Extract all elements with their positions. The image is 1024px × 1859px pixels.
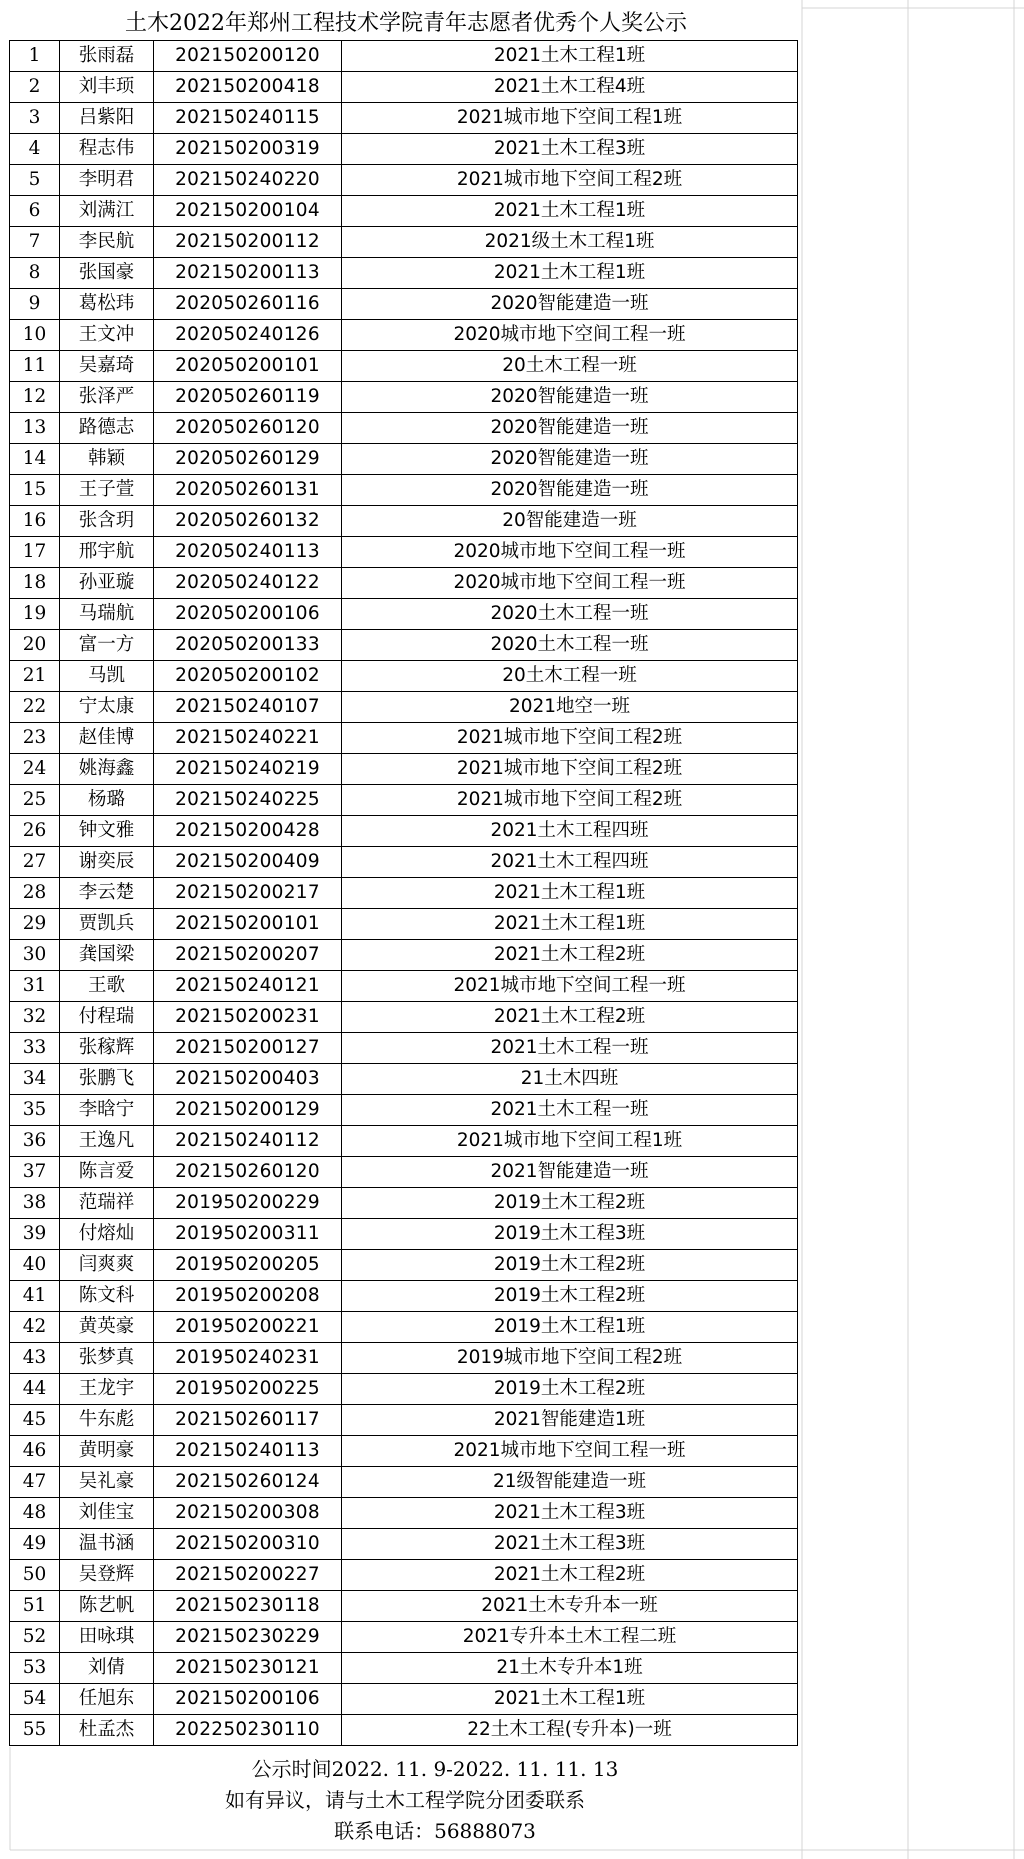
row-number: 42 <box>10 1312 60 1343</box>
student-name: 张泽严 <box>60 382 154 413</box>
student-id: 202150200403 <box>154 1064 342 1095</box>
student-name: 邢宇航 <box>60 537 154 568</box>
class-name: 2021智能建造一班 <box>342 1157 798 1188</box>
table-row <box>10 1653 798 1684</box>
student-id: 202150200127 <box>154 1033 342 1064</box>
student-name: 张鹏飞 <box>60 1064 154 1095</box>
row-number: 26 <box>10 816 60 847</box>
row-number: 49 <box>10 1529 60 1560</box>
student-id: 202050200101 <box>154 351 342 382</box>
student-name: 李明君 <box>60 165 154 196</box>
table-row <box>10 1560 798 1591</box>
class-name: 2020智能建造一班 <box>342 289 798 320</box>
student-id: 202150200104 <box>154 196 342 227</box>
student-id: 202050260129 <box>154 444 342 475</box>
row-number: 31 <box>10 971 60 1002</box>
table-row <box>10 1312 798 1343</box>
student-name: 田咏琪 <box>60 1622 154 1653</box>
student-id: 201950200311 <box>154 1219 342 1250</box>
student-id: 202150200120 <box>154 41 342 72</box>
table-row <box>10 909 798 940</box>
table-row <box>10 754 798 785</box>
table-row <box>10 568 798 599</box>
student-id: 202150200129 <box>154 1095 342 1126</box>
row-number: 24 <box>10 754 60 785</box>
class-name: 2021城市地下空间工程1班 <box>342 1126 798 1157</box>
notice-period: 公示时间2022. 11. 9-2022. 11. 11. 13 <box>251 1757 619 1781</box>
student-id: 202050260131 <box>154 475 342 506</box>
table-row <box>10 630 798 661</box>
class-name: 2021土木工程3班 <box>342 1498 798 1529</box>
student-id: 202150200207 <box>154 940 342 971</box>
student-id: 202050240126 <box>154 320 342 351</box>
student-id: 202050200102 <box>154 661 342 692</box>
table-row <box>10 413 798 444</box>
row-number: 43 <box>10 1343 60 1374</box>
row-number: 5 <box>10 165 60 196</box>
table-row <box>10 785 798 816</box>
class-name: 21土木四班 <box>342 1064 798 1095</box>
student-name: 刘满江 <box>60 196 154 227</box>
student-id: 202150240219 <box>154 754 342 785</box>
table-row <box>10 1622 798 1653</box>
row-number: 40 <box>10 1250 60 1281</box>
row-number: 55 <box>10 1715 60 1746</box>
class-name: 2021城市地下空间工程2班 <box>342 723 798 754</box>
table-row <box>10 1715 798 1746</box>
table-row <box>10 1467 798 1498</box>
class-name: 2019土木工程2班 <box>342 1374 798 1405</box>
student-name: 温书涵 <box>60 1529 154 1560</box>
student-name: 王龙宇 <box>60 1374 154 1405</box>
table-row <box>10 971 798 1002</box>
student-id: 202050260116 <box>154 289 342 320</box>
row-number: 11 <box>10 351 60 382</box>
table-row <box>10 1250 798 1281</box>
student-name: 龚国梁 <box>60 940 154 971</box>
table-row <box>10 1498 798 1529</box>
student-name: 王逸凡 <box>60 1126 154 1157</box>
table-row <box>10 134 798 165</box>
class-name: 2019土木工程2班 <box>342 1188 798 1219</box>
class-name: 2021城市地下空间工程2班 <box>342 754 798 785</box>
student-name: 李云楚 <box>60 878 154 909</box>
table-row <box>10 537 798 568</box>
class-name: 2020智能建造一班 <box>342 444 798 475</box>
class-name: 2020智能建造一班 <box>342 475 798 506</box>
row-number: 52 <box>10 1622 60 1653</box>
row-number: 33 <box>10 1033 60 1064</box>
row-number: 29 <box>10 909 60 940</box>
class-name: 2019城市地下空间工程2班 <box>342 1343 798 1374</box>
class-name: 2021城市地下空间工程一班 <box>342 1436 798 1467</box>
row-number: 20 <box>10 630 60 661</box>
student-id: 202150240113 <box>154 1436 342 1467</box>
student-name: 杜孟杰 <box>60 1715 154 1746</box>
class-name: 2020城市地下空间工程一班 <box>342 537 798 568</box>
row-number: 15 <box>10 475 60 506</box>
table-row <box>10 1529 798 1560</box>
student-name: 陈言爱 <box>60 1157 154 1188</box>
student-id: 202150200418 <box>154 72 342 103</box>
student-name: 刘丰顼 <box>60 72 154 103</box>
class-name: 2021土木工程2班 <box>342 1560 798 1591</box>
student-name: 韩颖 <box>60 444 154 475</box>
row-number: 38 <box>10 1188 60 1219</box>
row-number: 36 <box>10 1126 60 1157</box>
row-number: 23 <box>10 723 60 754</box>
row-number: 22 <box>10 692 60 723</box>
table-row <box>10 444 798 475</box>
row-number: 16 <box>10 506 60 537</box>
table-row <box>10 351 798 382</box>
table-row <box>10 692 798 723</box>
student-id: 202150230118 <box>154 1591 342 1622</box>
class-name: 2021城市地下空间工程1班 <box>342 103 798 134</box>
student-id: 202150240107 <box>154 692 342 723</box>
class-name: 2021土木工程3班 <box>342 134 798 165</box>
student-id: 201950200225 <box>154 1374 342 1405</box>
table-row <box>10 940 798 971</box>
class-name: 2021城市地下空间工程2班 <box>342 785 798 816</box>
student-name: 陈艺帆 <box>60 1591 154 1622</box>
row-number: 51 <box>10 1591 60 1622</box>
row-number: 41 <box>10 1281 60 1312</box>
student-name: 孙亚璇 <box>60 568 154 599</box>
table-row <box>10 816 798 847</box>
class-name: 2020土木工程一班 <box>342 599 798 630</box>
row-number: 19 <box>10 599 60 630</box>
row-number: 48 <box>10 1498 60 1529</box>
notice-footer <box>9 1754 801 1847</box>
student-name: 吴礼豪 <box>60 1467 154 1498</box>
class-name: 2019土木工程2班 <box>342 1250 798 1281</box>
row-number: 21 <box>10 661 60 692</box>
student-name: 马瑞航 <box>60 599 154 630</box>
row-number: 53 <box>10 1653 60 1684</box>
student-id: 202150200101 <box>154 909 342 940</box>
class-name: 2021土木工程1班 <box>342 909 798 940</box>
student-name: 李晗宁 <box>60 1095 154 1126</box>
class-name: 2021土木工程2班 <box>342 1002 798 1033</box>
row-number: 32 <box>10 1002 60 1033</box>
row-number: 28 <box>10 878 60 909</box>
row-number: 27 <box>10 847 60 878</box>
class-name: 20土木工程一班 <box>342 351 798 382</box>
row-number: 14 <box>10 444 60 475</box>
row-number: 35 <box>10 1095 60 1126</box>
row-number: 18 <box>10 568 60 599</box>
class-name: 2020城市地下空间工程一班 <box>342 320 798 351</box>
class-name: 2019土木工程3班 <box>342 1219 798 1250</box>
student-name: 路德志 <box>60 413 154 444</box>
table-row <box>10 723 798 754</box>
student-name: 程志伟 <box>60 134 154 165</box>
class-name: 2021地空一班 <box>342 692 798 723</box>
student-id: 202150200217 <box>154 878 342 909</box>
student-id: 202150200319 <box>154 134 342 165</box>
student-id: 202150200112 <box>154 227 342 258</box>
student-name: 张含玥 <box>60 506 154 537</box>
table-row <box>10 41 798 72</box>
student-name: 张稼辉 <box>60 1033 154 1064</box>
table-row <box>10 475 798 506</box>
row-number: 39 <box>10 1219 60 1250</box>
row-number: 45 <box>10 1405 60 1436</box>
class-name: 2020智能建造一班 <box>342 382 798 413</box>
class-name: 2021专升本土木工程二班 <box>342 1622 798 1653</box>
student-name: 刘佳宝 <box>60 1498 154 1529</box>
class-name: 20智能建造一班 <box>342 506 798 537</box>
row-number: 46 <box>10 1436 60 1467</box>
student-id: 202150260117 <box>154 1405 342 1436</box>
class-name: 2021城市地下空间工程一班 <box>342 971 798 1002</box>
student-id: 202050260132 <box>154 506 342 537</box>
student-name: 张梦真 <box>60 1343 154 1374</box>
student-id: 202150240115 <box>154 103 342 134</box>
class-name: 2021土木工程2班 <box>342 940 798 971</box>
table-row <box>10 1033 798 1064</box>
student-id: 202150200227 <box>154 1560 342 1591</box>
notice-phone: 联系电话：56888073 <box>334 1819 536 1843</box>
student-id: 202050200106 <box>154 599 342 630</box>
student-name: 葛松玮 <box>60 289 154 320</box>
class-name: 2021城市地下空间工程2班 <box>342 165 798 196</box>
table-row <box>10 165 798 196</box>
table-row <box>10 1591 798 1622</box>
row-number: 44 <box>10 1374 60 1405</box>
student-name: 姚海鑫 <box>60 754 154 785</box>
student-name: 范瑞祥 <box>60 1188 154 1219</box>
class-name: 2021土木工程1班 <box>342 258 798 289</box>
student-name: 任旭东 <box>60 1684 154 1715</box>
class-name: 2021土木工程4班 <box>342 72 798 103</box>
student-id: 202150240121 <box>154 971 342 1002</box>
class-name: 2020土木工程一班 <box>342 630 798 661</box>
class-name: 2021土木工程1班 <box>342 41 798 72</box>
table-row <box>10 1064 798 1095</box>
row-number: 9 <box>10 289 60 320</box>
student-name: 赵佳博 <box>60 723 154 754</box>
student-name: 王文冲 <box>60 320 154 351</box>
row-number: 4 <box>10 134 60 165</box>
table-row <box>10 1684 798 1715</box>
table-row <box>10 1343 798 1374</box>
class-name: 2021土木工程一班 <box>342 1095 798 1126</box>
student-id: 202050240113 <box>154 537 342 568</box>
student-id: 202050200133 <box>154 630 342 661</box>
student-id: 201950200229 <box>154 1188 342 1219</box>
row-number: 2 <box>10 72 60 103</box>
student-id: 202050260120 <box>154 413 342 444</box>
row-number: 12 <box>10 382 60 413</box>
table-row <box>10 1374 798 1405</box>
table-row <box>10 599 798 630</box>
student-name: 李民航 <box>60 227 154 258</box>
student-id: 201950200221 <box>154 1312 342 1343</box>
student-id: 202050260119 <box>154 382 342 413</box>
table-row <box>10 289 798 320</box>
table-row <box>10 1188 798 1219</box>
class-name: 2021土木工程3班 <box>342 1529 798 1560</box>
award-table-body <box>10 41 798 1746</box>
row-number: 7 <box>10 227 60 258</box>
page-title: 土木2022年郑州工程技术学院青年志愿者优秀个人奖公示 <box>125 11 687 36</box>
table-row <box>10 320 798 351</box>
row-number: 50 <box>10 1560 60 1591</box>
table-row <box>10 506 798 537</box>
student-name: 谢奕辰 <box>60 847 154 878</box>
row-number: 54 <box>10 1684 60 1715</box>
table-row <box>10 847 798 878</box>
row-number: 34 <box>10 1064 60 1095</box>
student-id: 202150240220 <box>154 165 342 196</box>
student-id: 201950200208 <box>154 1281 342 1312</box>
table-row <box>10 1405 798 1436</box>
row-number: 37 <box>10 1157 60 1188</box>
class-name: 2019土木工程1班 <box>342 1312 798 1343</box>
table-row <box>10 1219 798 1250</box>
student-name: 陈文科 <box>60 1281 154 1312</box>
table-row <box>10 258 798 289</box>
student-id: 201950200205 <box>154 1250 342 1281</box>
student-id: 202150200308 <box>154 1498 342 1529</box>
class-name: 21土木专升本1班 <box>342 1653 798 1684</box>
row-number: 3 <box>10 103 60 134</box>
class-name: 22土木工程(专升本)一班 <box>342 1715 798 1746</box>
award-table <box>9 40 798 1746</box>
student-name: 吕紫阳 <box>60 103 154 134</box>
table-row <box>10 1002 798 1033</box>
student-name: 张国豪 <box>60 258 154 289</box>
class-name: 2020城市地下空间工程一班 <box>342 568 798 599</box>
row-number: 1 <box>10 41 60 72</box>
table-row <box>10 196 798 227</box>
class-name: 2021土木专升本一班 <box>342 1591 798 1622</box>
table-row <box>10 878 798 909</box>
table-row <box>10 103 798 134</box>
class-name: 2021智能建造1班 <box>342 1405 798 1436</box>
student-name: 王子萱 <box>60 475 154 506</box>
student-name: 牛东彪 <box>60 1405 154 1436</box>
student-name: 王歌 <box>60 971 154 1002</box>
student-id: 202150230121 <box>154 1653 342 1684</box>
class-name: 2021土木工程1班 <box>342 878 798 909</box>
student-id: 202150260120 <box>154 1157 342 1188</box>
student-name: 富一方 <box>60 630 154 661</box>
table-row <box>10 1095 798 1126</box>
table-row <box>10 382 798 413</box>
class-name: 20土木工程一班 <box>342 661 798 692</box>
student-name: 吴登辉 <box>60 1560 154 1591</box>
student-id: 202150200409 <box>154 847 342 878</box>
class-name: 2020智能建造一班 <box>342 413 798 444</box>
student-id: 202150200106 <box>154 1684 342 1715</box>
student-name: 宁太康 <box>60 692 154 723</box>
student-name: 钟文雅 <box>60 816 154 847</box>
row-number: 8 <box>10 258 60 289</box>
row-number: 17 <box>10 537 60 568</box>
class-name: 2021土木工程一班 <box>342 1033 798 1064</box>
table-row <box>10 1281 798 1312</box>
table-row <box>10 1126 798 1157</box>
student-name: 马凯 <box>60 661 154 692</box>
student-name: 付程瑞 <box>60 1002 154 1033</box>
student-name: 张雨磊 <box>60 41 154 72</box>
student-name: 吴嘉琦 <box>60 351 154 382</box>
row-number: 47 <box>10 1467 60 1498</box>
table-row <box>10 1157 798 1188</box>
table-row <box>10 72 798 103</box>
student-id: 202150200428 <box>154 816 342 847</box>
row-number: 6 <box>10 196 60 227</box>
student-id: 202150200113 <box>154 258 342 289</box>
student-id: 202150200310 <box>154 1529 342 1560</box>
class-name: 2021土木工程1班 <box>342 196 798 227</box>
student-id: 202150240112 <box>154 1126 342 1157</box>
student-id: 202150200231 <box>154 1002 342 1033</box>
class-name: 2021土木工程1班 <box>342 1684 798 1715</box>
student-name: 黄英豪 <box>60 1312 154 1343</box>
student-name: 黄明豪 <box>60 1436 154 1467</box>
student-name: 贾凯兵 <box>60 909 154 940</box>
student-name: 闫爽爽 <box>60 1250 154 1281</box>
row-number: 13 <box>10 413 60 444</box>
student-name: 刘倩 <box>60 1653 154 1684</box>
class-name: 2021土木工程四班 <box>342 816 798 847</box>
table-row <box>10 227 798 258</box>
student-name: 杨璐 <box>60 785 154 816</box>
notice-contact-note: 如有异议，请与土木工程学院分团委联系 <box>225 1788 585 1812</box>
student-id: 202050240122 <box>154 568 342 599</box>
row-number: 30 <box>10 940 60 971</box>
student-id: 202250230110 <box>154 1715 342 1746</box>
student-id: 202150240221 <box>154 723 342 754</box>
row-number: 10 <box>10 320 60 351</box>
class-name: 2019土木工程2班 <box>342 1281 798 1312</box>
student-id: 202150260124 <box>154 1467 342 1498</box>
student-name: 付熔灿 <box>60 1219 154 1250</box>
row-number: 25 <box>10 785 60 816</box>
student-id: 202150230229 <box>154 1622 342 1653</box>
class-name: 2021土木工程四班 <box>342 847 798 878</box>
table-row <box>10 661 798 692</box>
student-id: 201950240231 <box>154 1343 342 1374</box>
class-name: 21级智能建造一班 <box>342 1467 798 1498</box>
class-name: 2021级土木工程1班 <box>342 227 798 258</box>
table-row <box>10 1436 798 1467</box>
student-id: 202150240225 <box>154 785 342 816</box>
